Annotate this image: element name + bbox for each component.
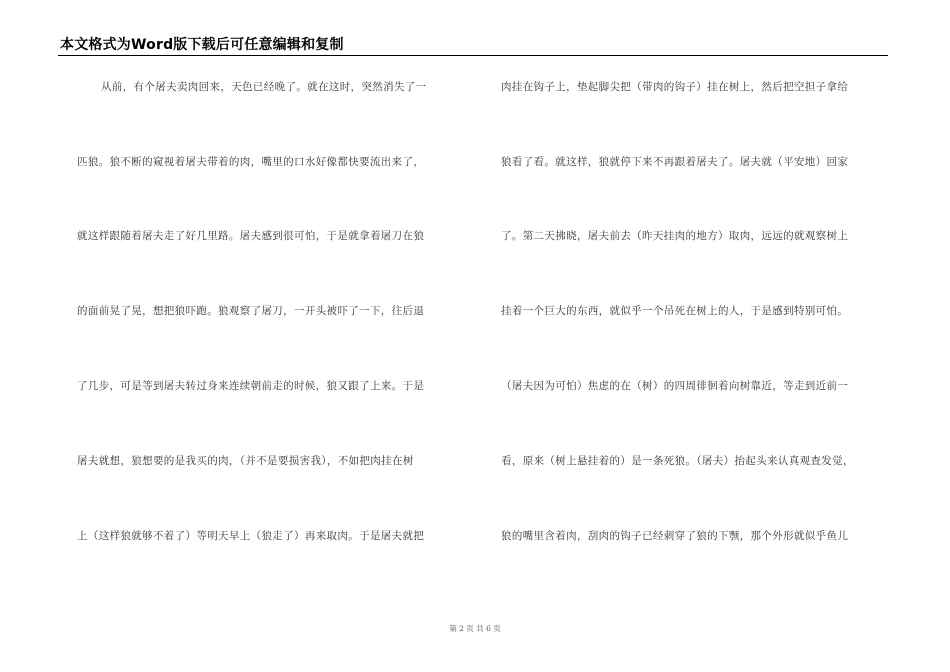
text-line: 从前，有个屠夫卖肉回来，天色已经晚了。就在这时，突然消失了一	[101, 81, 427, 93]
text-line: 就这样跟随着屠夫走了好几里路。屠夫感到很可怕，于是就拿着屠刀在狼	[77, 230, 425, 242]
text-line: （屠夫因为可怕）焦虑的在（树）的四周徘徊着向树靠近，等走到近前一	[501, 380, 849, 392]
text-line: 了。第二天拂晓，屠夫前去（昨天挂肉的地方）取肉，远远的就观察树上	[501, 230, 849, 242]
text-line: 狼看了看。就这样，狼就停下来不再跟着屠夫了。屠夫就（平安地）回家	[501, 156, 849, 168]
text-line: 了几步，可是等到屠夫转过身来连续朝前走的时候，狼又跟了上来。于是	[77, 380, 425, 392]
text-line: 上（这样狼就够不着了）等明天早上（狼走了）再来取肉。于是屠夫就把	[77, 530, 425, 542]
text-line: 屠夫就想，狼想要的是我买的肉，（并不是要损害我），不如把肉挂在树	[77, 455, 414, 467]
text-line: 看，原来（树上悬挂着的）是一条死狼。（屠夫）抬起头来认真观查发觉，	[501, 455, 854, 467]
text-line: 的面前晃了晃，想把狼吓跑。狼观察了屠刀，一开头被吓了一下，往后退	[77, 305, 425, 317]
text-line: 狼的嘴里含着肉，刮肉的钩子已经刺穿了狼的下颚，那个外形就似乎鱼儿	[501, 530, 849, 542]
page-number-footer: 第 2 页 共 6 页	[449, 624, 501, 633]
text-line: 挂着一个巨大的东西，就似乎一个吊死在树上的人，于是感到特别可怕。	[501, 305, 849, 317]
text-line: 匹狼。狼不断的窥视着屠夫带着的肉，嘴里的口水好像都快要流出来了，	[77, 156, 425, 168]
text-line: 肉挂在钩子上，垫起脚尖把（带肉的钩子）挂在树上，然后把空担子拿给	[501, 81, 849, 93]
document-header-title: 本文格式为Word版下载后可任意编辑和复制	[60, 37, 344, 53]
header-divider	[58, 55, 888, 56]
